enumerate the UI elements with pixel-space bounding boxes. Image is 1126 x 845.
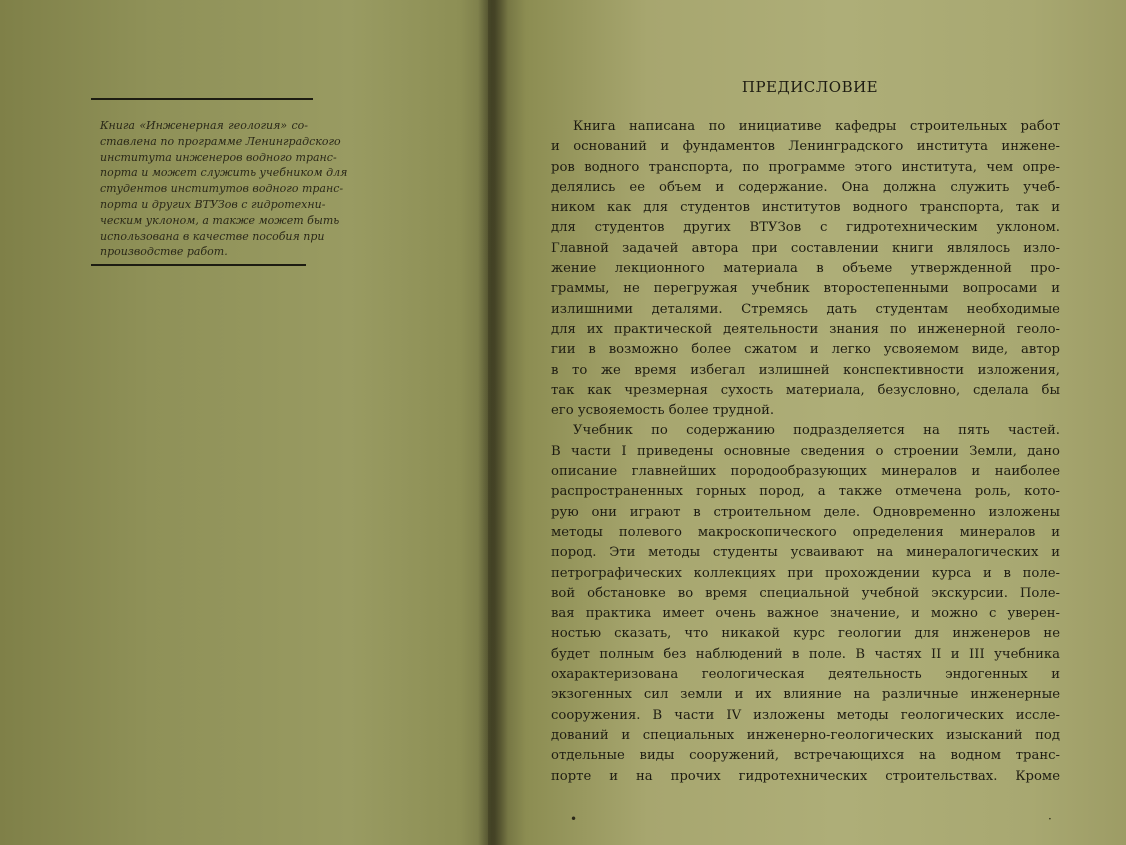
text-line: дований и специальных инженерно-геологических изысканий под — [551, 727, 1060, 743]
text-line: Книга написана по инициативе кафедры строительных работ — [573, 119, 1060, 134]
text-line: ров водного транспорта, по программе этого института, чем опре- — [551, 159, 1060, 175]
text-line: его усвояемость более трудной. — [551, 403, 775, 419]
text-line: жение лекционного материала в объеме утвержденной про- — [551, 261, 1060, 277]
page-title: ПРЕДИСЛОВИЕ — [741, 78, 879, 96]
note-line: производстве работ. — [100, 245, 228, 259]
text-line: в то же время избегал излишней конспективности изложения, — [551, 362, 1060, 378]
text-line: делялись ее объем и содержание. Она должна служить учеб- — [551, 179, 1060, 195]
note-line: ставлена по программе Ленинградского — [100, 134, 341, 148]
text-line: описание главнейших породообразующих минералов и наиболее — [551, 464, 1060, 480]
page-mark-dot: • — [570, 812, 578, 826]
annotation-note — [100, 118, 348, 260]
text-line: порте и на прочих гидротехнических строительствах. Кроме — [551, 768, 1060, 784]
text-line: излишними деталями. Стремясь дать студентам необходимые — [551, 301, 1060, 317]
note-line: порта и может служить учебником для — [100, 166, 348, 180]
text-line: гии в возможно более сжатом и легко усвояемом виде, автор — [551, 342, 1060, 358]
note-line: института инженеров водного транс- — [100, 150, 337, 164]
text-line: петрографических коллекциях при прохождении курса и в поле- — [551, 565, 1060, 581]
note-line: использована в качестве пособия при — [100, 229, 325, 243]
text-line: ником как для студентов институтов водного транспорта, так и — [551, 200, 1060, 216]
text-line: охарактеризована геологическая деятельность эндогенных и — [551, 667, 1060, 683]
text-line: так как чрезмерная сухость материала, безусловно, сделала бы — [551, 382, 1060, 398]
note-line: Книга «Инженерная геология» со- — [100, 119, 308, 132]
page-mark-corner: · — [1048, 812, 1052, 826]
text-line: будет полным без наблюдений в поле. В частях II и III учебника — [551, 646, 1060, 662]
text-line: отдельные виды сооружений, встречающихся на водном транс- — [551, 748, 1060, 764]
text-line: В части I приведены основные сведения о строении Земли, дано — [551, 443, 1060, 459]
note-bottom-rule — [91, 264, 306, 266]
text-line: пород. Эти методы студенты усваивают на минералогических и — [551, 545, 1060, 561]
text-line: сооружения. В части IV изложены методы геологических иссле- — [551, 707, 1060, 723]
note-line: ческим уклоном, а также может быть — [100, 213, 340, 227]
note-top-rule — [91, 98, 313, 100]
text-line: экзогенных сил земли и их влияние на различные инженерные — [551, 687, 1060, 703]
text-line: для их практической деятельности знания по инженерной геоло- — [551, 321, 1060, 337]
text-line: Учебник по содержанию подразделяется на пять частей. — [573, 423, 1060, 439]
text-line: для студентов других ВТУЗов с гидротехническим уклоном. — [551, 220, 1060, 236]
text-line: методы полевого макроскопического определения минералов и — [551, 524, 1060, 540]
text-line: распространенных горных пород, а также отмечена роль, кото- — [551, 484, 1060, 500]
note-line: студентов институтов водного транс- — [100, 182, 344, 196]
text-line: вая практика имеет очень важное значение, и можно с уверен- — [551, 606, 1060, 622]
text-line: рую они играют в строительном деле. Одновременно изложены — [551, 504, 1060, 520]
note-line: порта и других ВТУЗов с гидротехни- — [100, 197, 326, 211]
text-line: вой обстановке во время специальной учебной экскурсии. Поле- — [551, 585, 1060, 601]
text-line: ностью сказать, что никакой курс геологии для инженеров не — [551, 626, 1060, 642]
text-line: и оснований и фундаментов Ленинградского института инжене- — [551, 139, 1060, 155]
text-line: граммы, не перегружая учебник второстепенными вопросами и — [551, 281, 1060, 297]
preface-text — [551, 117, 1060, 787]
book-gutter — [478, 0, 508, 845]
text-line: Главной задачей автора при составлении книги являлось изло- — [551, 240, 1060, 256]
